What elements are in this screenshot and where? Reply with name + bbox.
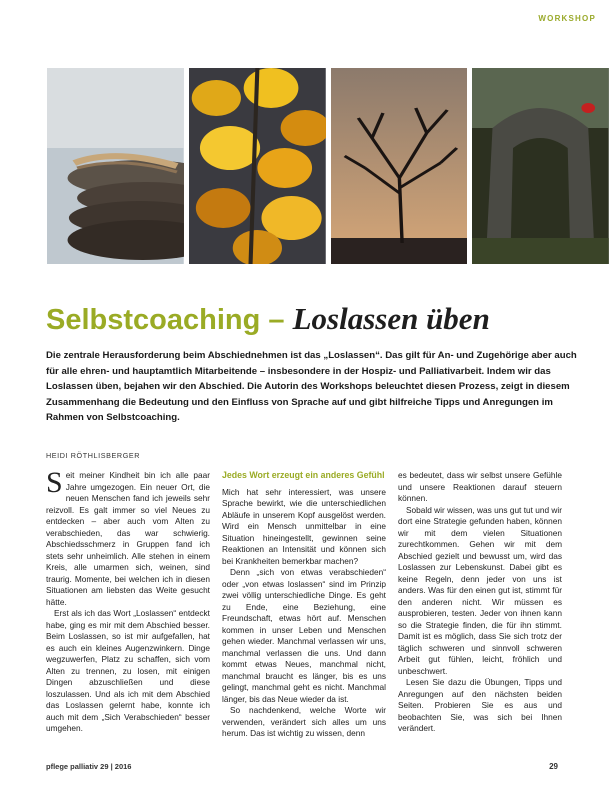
publication-name: pflege palliativ 29 | 2016 [46, 762, 132, 771]
drop-cap: S [46, 466, 63, 499]
column-1 [46, 466, 210, 735]
column-1-paragraph [46, 466, 210, 608]
photo-stone-arch [472, 68, 609, 264]
column-3-paragraph-2: Sobald wir wissen, was uns gut tut und wir dort eine Strategie gefunden haben, können wir mit dem vielen Situationen zurechtkommen. Gehen wir mit dem Abschied gezielt und bewusst um, wird das Loslassen zur Lebenskunst. Dabei gibt es keine Regeln, denn jeder von uns ist anders. Was für den einen gut ist, stimmt für den anderen nicht. Wir müssen es ausprobieren, testen. Jeder von ihnen kann so die Strategie finden, die für ihn stimmt. Damit ist es möglich, dass Sie sich trotz der täglich schweren und sinnvoll schweren Arbeit gut fühlen, leicht, fröhlich und unbeschwert. [398, 504, 562, 676]
title-sub: Loslassen üben [292, 301, 490, 336]
column-3-paragraph-1: es bedeutet, dass wir selbst unsere Gefühle und unsere Reaktionen darauf steuern können. [398, 470, 562, 503]
column-2-paragraph-1: Mich hat sehr interessiert, was unsere Sprache bewirkt, wie die unterschiedlichen Abläufe in unserem Kopf ausgelöst werden. Wird ein Mensch unmittelbar in eine Situation hineingestellt, gewinnen seine Reaktionen an Intensität und können sich bei Krankheiten bemerkbar machen? [222, 486, 386, 566]
subheading: Jedes Wort erzeugt ein anderes Gefühl [222, 470, 385, 480]
photo-stone-wall [47, 68, 184, 264]
column-3 [398, 470, 562, 735]
title-dash: – [260, 304, 293, 336]
column-1-text: eit meiner Kindheit bin ich alle paar Jahre umgezogen. Ein neuer Ort, die neuen Menschen fand ich jeweils sehr reizvoll. Es galt immer so viel Neues zu entdecken – aber auch vom Alten zu verabschieden, das war schwierig. Abschiedsschmerz in Gruppen fand ich stets sehr unheimlich. Alle stehen in einem Kreis, alle umarmen sich, weinen, sind traurig. Momente, bei welchen ich in diesen Situationen am liebsten das Weite gesucht hätte. [46, 470, 210, 607]
column-1-paragraph-2: Erst als ich das Wort „Loslassen“ entdeckt habe, ging es mir mit dem Abschied besser. Beim Loslassen, so ist mir aufgefallen, hat es auch ein kleines Augenzwinkern. Dinge wegzuwerfen, Platz zu schaffen, sich vom Alten zu trennen, zu losen, mit einigen Dingen abzuschließen und diese loszulassen. Und als ich mit dem Abschied das Loslassen gelernt habe, konnte ich auch mit dem „Sich Verabschieden“ besser umgehen. [46, 608, 210, 733]
photo-strip [47, 68, 609, 264]
column-3-paragraph-3: Lesen Sie dazu die Übungen, Tipps und Anregungen auf den nächsten beiden Seiten. Probieren Sie es aus und beobachten Sie, was sich bei Ihnen verändert. [398, 677, 562, 733]
photo-bare-tree [331, 68, 468, 264]
column-2-paragraph-2: Denn „sich von etwas verabschieden“ oder „von etwas loslassen“ sind im Prinzip zwei völlig unterschiedliche Dinge. Es geht zu Ende, eine Beziehung, eine Freundschaft, etwas hört auf. Menschen kommen in unser Leben und Menschen gehen wieder. Manchmal verlassen wir uns, manchmal verlassen die uns. Und dann kommt etwas Neues, manchmal nicht, manchmal braucht es länger, bis es uns gelingt, manchmal geht es nicht. Manchmal länger, bis das Neue wieder da ist. [222, 567, 386, 704]
column-2 [222, 470, 386, 740]
column-2-paragraph-3: So nachdenkend, welche Worte wir verwenden, verändert sich alles um uns herum. Das ist wichtig zu wissen, denn [222, 705, 386, 738]
section-label: WORKSHOP [538, 14, 596, 23]
author-byline: HEIDI RÖTHLISBERGER [46, 451, 141, 460]
title-main: Selbstcoaching [46, 304, 261, 336]
page-number: 29 [549, 762, 558, 771]
lead-paragraph: Die zentrale Herausforderung beim Abschiednehmen ist das „Loslassen“. Das gilt für An- und Zugehörige aber auch für alle ehren- und hauptamtlich Mitarbeitende – insbesondere in der Hospiz- und Palliativarbeit. Indem wir das Loslassen üben, bejahen wir den Abschied. Die Autorin des Workshops beleuchtet diesen Prozess, zeigt in diesem Zusammenhang die Bedeutung und den Einfluss von Sprache auf und gibt hilfreiche Tipps und Anregungen im Rahmen von Selbstcoaching. [46, 350, 577, 424]
article-title [46, 300, 586, 337]
photo-autumn-leaves [189, 68, 326, 264]
